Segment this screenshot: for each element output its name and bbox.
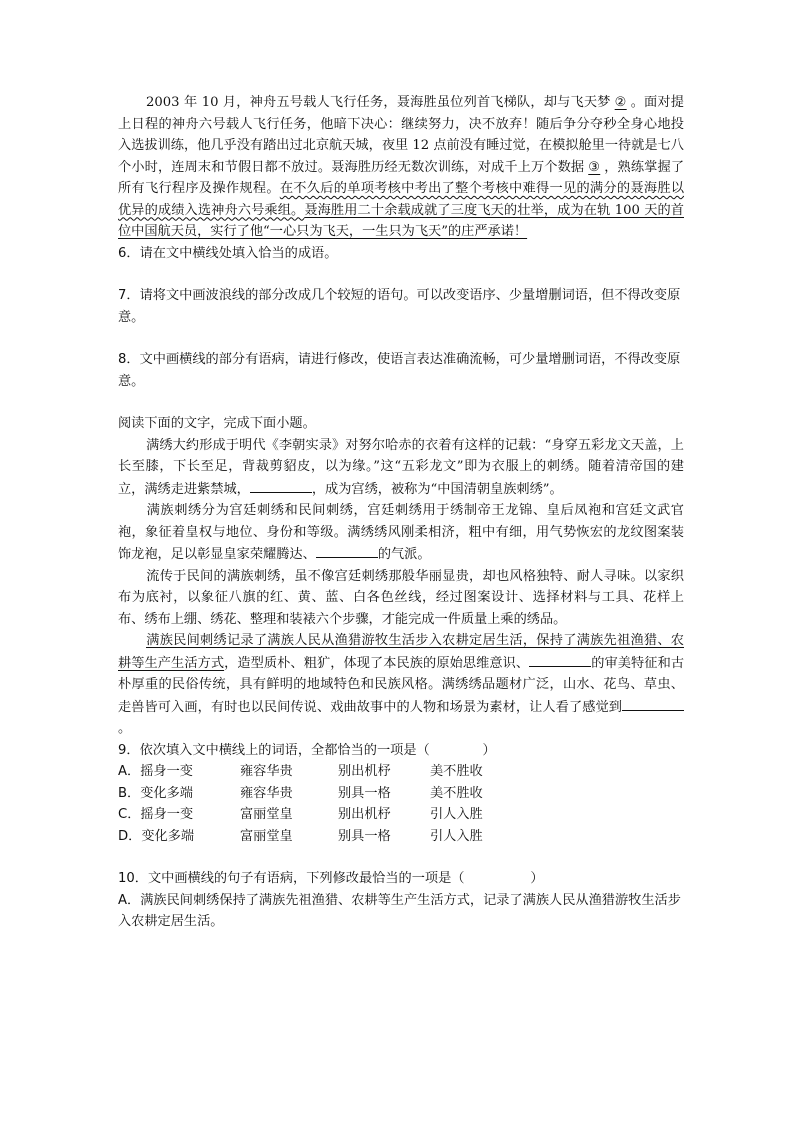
option-row [118,783,684,805]
paragraph-text: 的气派。 [377,547,431,562]
option-word: 富丽堂皇 [240,807,293,822]
reading-intro: 阅读下面的文字，完成下面小题。 [118,416,316,431]
passage-text: ，熟练掌握了所有飞行程序及操作规程。 [118,159,685,196]
option-word: 引人入胜 [430,807,483,822]
option-word: 美不胜收 [430,764,483,779]
option-word: 别具一格 [338,828,391,844]
question-8: 8．文中画横线的部分有语病，请进行修改，使语言表达准确流畅，可少量增删词语，不得改变原意。 [118,352,681,389]
question-10-option-a: A．满族民间刺绣保持了满族先祖渔猎、农耕等生产生活方式，记录了满族人民从渔猎游牧生活步入农耕定居生活。 [118,892,681,929]
fill-blank [250,478,312,493]
fill-blank [622,696,684,711]
passage-paragraph-2 [118,500,684,566]
option-label: C．摇身一变 [118,807,194,822]
fill-blank [529,652,591,667]
passage-text: 2003 年 10 月，神舟五号载人飞行任务，聂海胜虽位列首飞梯队，却与飞天梦 [146,95,611,110]
option-label: A．摇身一变 [118,764,193,779]
question-6: 6．请在文中横线处填入恰当的成语。 [118,245,338,261]
question-7: 7．请将文中画波浪线的部分改成几个较短的语句。可以改变语序、少量增删词语，但不得改变原意。 [118,288,681,325]
passage-paragraph-1 [118,435,684,501]
paragraph-text: ，成为宫绣，被称为“中国清朝皇族刺绣”。 [311,481,563,497]
paragraph-text: 的审美特征和古朴厚重的民俗传统，具有鲜明的地域特色和民族风格。满绣绣品题材广泛，山水、花鸟、草虫、走兽皆可入画，有时也以民间传说、戏曲故事中的人物和场景为素材，让人看了感觉到 [118,655,685,715]
paragraph-text: 流传于民间的满族刺绣，虽不像宫廷刺绣那般华丽显贵，却也风格独特、耐人寻味。以家织布为底衬，以象征八旗的红、黄、蓝、白各色丝线，经过图案设计、选择材料与工具、花样上布、绣布上绷、绣花、整理和装裱六个步骤，才能完成一件质量上乘的绣品。 [118,568,684,627]
paragraph-text: ，造型质朴、粗犷，体现了本民族的原始思维意识、 [224,655,530,671]
question-10-stem: 10．文中画横线的句子有语病，下列修改最恰当的一项是（ ） [118,871,544,886]
underlined-sentence: 满族民间刺绣记录了满族人民从渔猎游牧生活步入农耕定居生活，保持了满族先祖渔猎、农耕等生产生活方式 [118,633,684,671]
passage-text: 。面对提上日程的神舟六号载人飞行任务，他暗下决心：继续努力，决不放弃！随后争分夺秒全身心地投入选拔训练，他几乎没有踏出过北京航天城，夜里 12 点前没有睡过觉，在模拟舱里一待就是七八个小时，连周末和节假日都不放过。聂海胜历经无数次训练，对成千上万个数据 [118,95,684,175]
option-word: 雍容华贵 [240,764,293,779]
fill-blank [316,543,378,558]
blank-3: ③ [588,159,601,175]
option-word: 别出机杼 [338,764,391,779]
wavy-underlined-sentence: 在不久后的单项考核中考出了整个考核中难得一见的满分的聂海胜以优异的成绩入选神舟六号乘组。 [118,181,685,218]
option-word: 雍容华贵 [240,785,293,801]
option-label: B．变化多端 [118,785,193,801]
option-word: 富丽堂皇 [240,828,293,844]
option-row [118,826,684,848]
paragraph-text: 。 [118,721,132,736]
option-row [118,761,684,783]
option-row [118,804,684,826]
option-word: 别出机杼 [338,807,391,822]
paragraph-text: 满族刺绣分为宫廷刺绣和民间刺绣，宫廷刺绣用于绣制帝王龙锦、皇后凤袍和宫廷文武官袍，象征着皇权与地位、身份和等级。满绣绣风刚柔相济，粗中有细，用气势恢宏的龙纹图案装饰龙袍，足以彰显皇家荣耀腾达、 [118,503,684,562]
option-word: 美不胜收 [430,785,483,801]
underlined-sentence: 聂海胜用二十余载成就了三度飞天的壮举，成为在轨 100 天的首位中国航天员，实行了他“一心只为飞天，一生只为飞天”的庄严承诺！ [118,202,684,239]
paragraph-text: 满绣大约形成于明代《李朝实录》对努尔哈赤的衣着有这样的记载：“身穿五彩龙文天盖，上长至膝，下长至足，背裁剪貂皮，以为缘。”这“五彩龙文”即为衣服上的刺绣。随着清帝国的建立，满绣走进紫禁城， [118,437,684,497]
passage-paragraph-4 [118,630,684,740]
question-9-stem: 9．依次填入文中横线上的词语，全都恰当的一项是（ ） [118,742,496,758]
option-label: D．变化多端 [118,828,195,844]
passage-shenzhou [118,92,684,243]
option-word: 别具一格 [338,785,391,801]
document-page [118,92,684,933]
blank-2: ② [614,95,627,110]
passage-paragraph-3 [118,566,684,631]
option-word: 引人入胜 [430,828,483,844]
